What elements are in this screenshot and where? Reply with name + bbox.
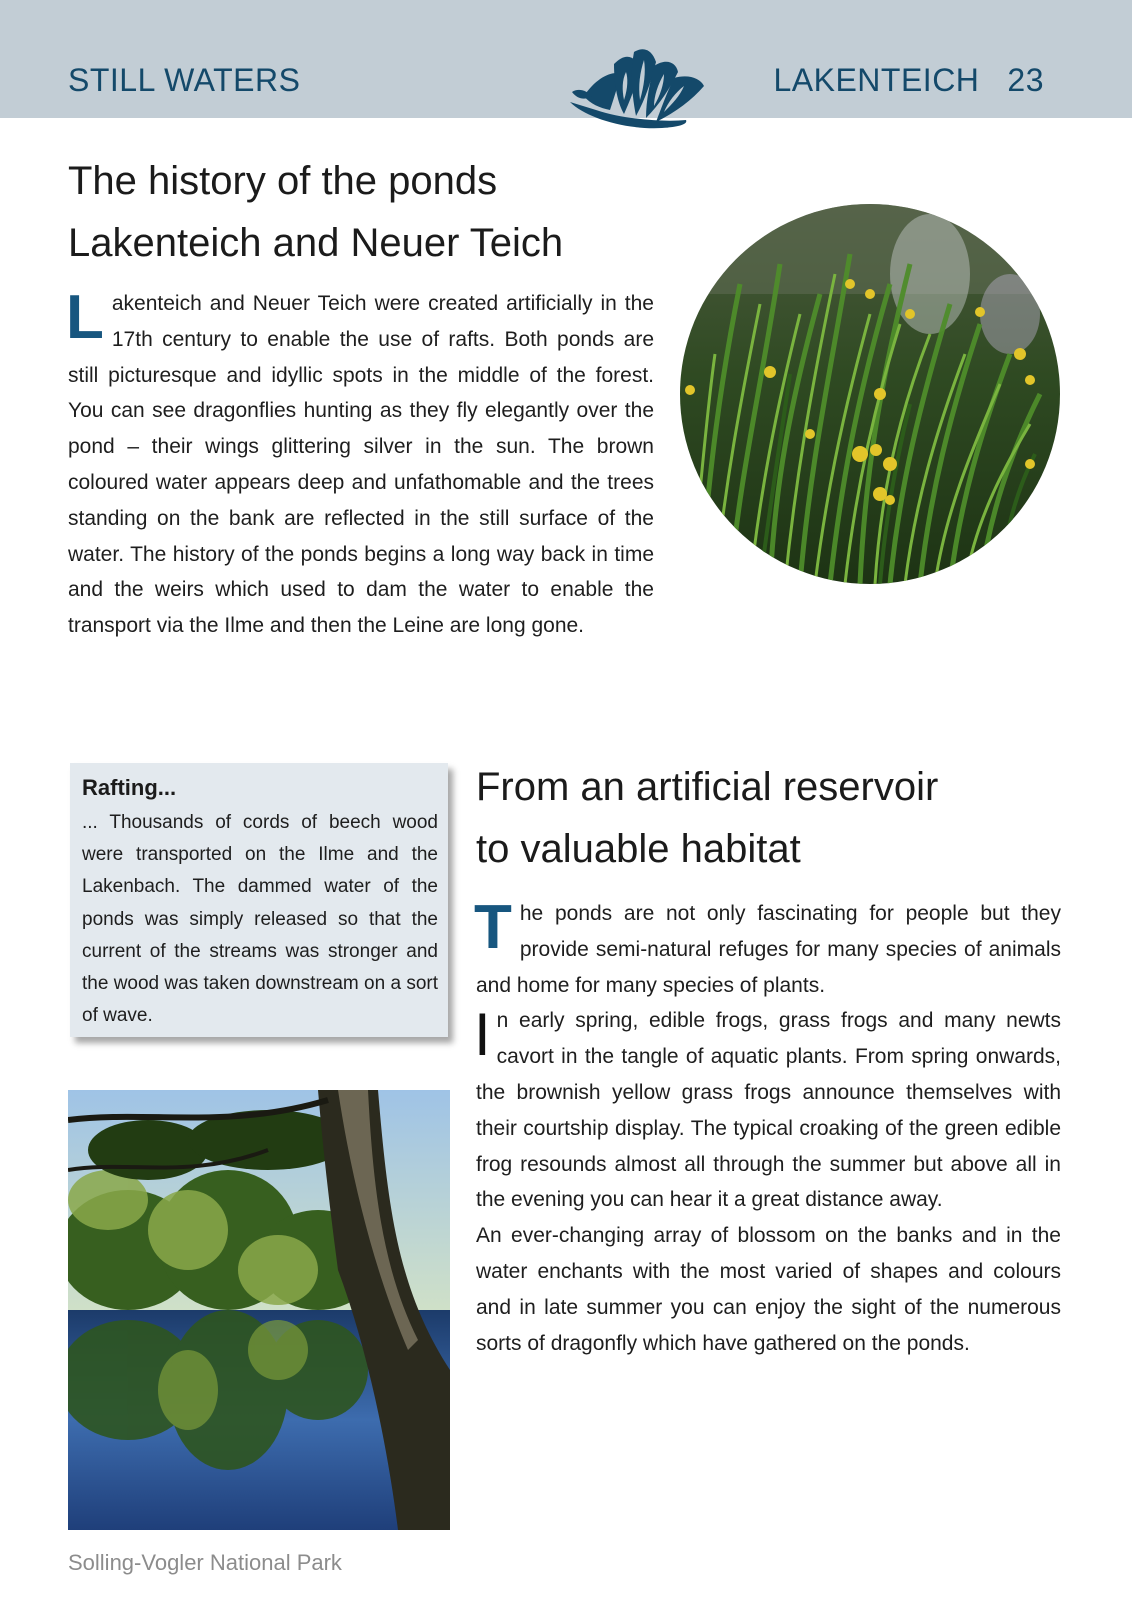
habitat-paragraph-1-text: he ponds are not only fascinating for people but they provide semi-natural refuges for many species of animals and home for many species of plants.	[476, 902, 1061, 997]
article-title-line2: Lakenteich and Neuer Teich	[68, 221, 564, 265]
pond-reflection-photo	[68, 1090, 450, 1530]
article2-title-line2: to valuable habitat	[476, 827, 801, 871]
infobox-text: ... Thousands of cords of beech wood were transported on the Ilme and the Lakenbach. The dammed water of the ponds was simply released so that the current of the streams was stronger and the wood was taken downstream on a sort of wave.	[82, 812, 438, 1027]
rafting-infobox	[70, 763, 448, 1037]
habitat-paragraph-3: An ever-changing array of blossom on the banks and in the water enchants with the most varied of shapes and colours and in late summer you can enjoy the sight of the numerous sorts of dragonfly which have gathered on the ponds.	[476, 1224, 1061, 1355]
history-paragraph	[66, 283, 654, 644]
footer-text: Solling-Vogler National Park	[68, 1550, 342, 1575]
chapter-title: LAKENTEICH	[773, 62, 980, 98]
water-lily-icon	[566, 44, 710, 136]
history-paragraph-text: akenteich and Neuer Teich were created artificially in the 17th century to enable the use of rafts. Both ponds are still picturesque and idyllic spots in the middle of the forest. You can see dragonflies hunting as they fly elegantly over the pond – their wings glittering silver in the sun. The brown coloured water appears deep and unfathomable and the trees standing on the bank are reflected in the still surface of the water. The history of the ponds begins a long way back in time and the weirs which used to dam the water to enable the transport via the Ilme and then the Leine are long gone.	[68, 292, 654, 638]
page-number: 23	[1007, 62, 1044, 98]
iris-photo	[680, 204, 1060, 584]
article-title-history	[68, 150, 628, 274]
chapter-heading	[773, 62, 1044, 99]
article2-title-line1: From an artificial reservoir	[476, 765, 939, 809]
habitat-paragraph-2	[476, 1003, 1061, 1218]
drop-cap: L	[66, 283, 104, 352]
article-title-line1: The history of the ponds	[68, 159, 498, 203]
drop-cap: I	[474, 1001, 491, 1069]
article-title-habitat	[476, 756, 1076, 880]
infobox-title: Rafting...	[82, 775, 177, 800]
habitat-text-column	[474, 893, 1061, 1361]
habitat-paragraph-2-text: n early spring, edible frogs, grass frogs and many newts cavort in the tangle of aquatic plants. From spring onwards, the brownish yellow grass frogs announce themselves with their courtship display. The typical croaking of the green edible frog resounds almost all through the summer but above all in the evening you can hear it a great distance away.	[476, 1009, 1061, 1212]
habitat-paragraph-1	[474, 893, 1061, 1003]
drop-cap: T	[474, 893, 512, 962]
section-title: STILL WATERS	[68, 62, 301, 98]
